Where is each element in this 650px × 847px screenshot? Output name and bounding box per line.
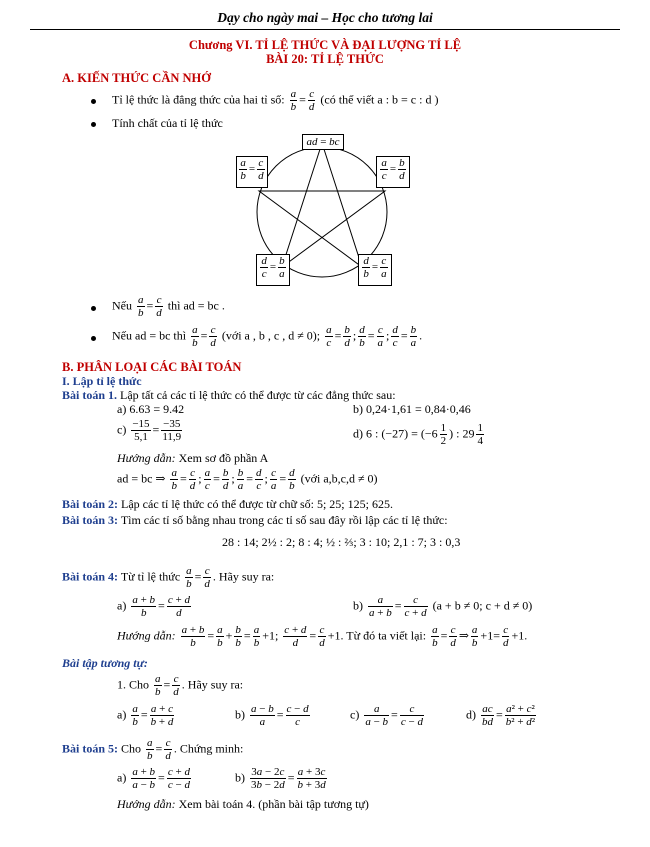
similar-1: 1. Cho $\frac{a}{b}$ = $\frac{c}{d}$ . Hãy suy ra: xyxy=(117,673,244,698)
converse-text: Nếu ad = bc thì xyxy=(112,328,187,343)
hint-1-formula: ad = bc ⇒ $\frac{a}{b}$ = $\frac{c}{d}$ ; $\frac{a}{c}$ = $\frac{b}{d}$ ; $\frac{b}{a}$ = $\frac{d}{c}$ ; $\frac{c}{a}$ = $\frac{d}{b}$ (với a,b,c,d ≠ 0) xyxy=(117,467,378,492)
hint-1-formula-post: (với a,b,c,d ≠ 0) xyxy=(300,471,378,486)
diagram-star xyxy=(259,143,385,267)
hint-label: Hướng dẫn: xyxy=(117,628,176,643)
problem-3 xyxy=(62,513,448,528)
problem-1 xyxy=(62,388,396,403)
problem-2-text: Lập các tỉ lệ thức có thể được từ chữ số: 5; 25; 125; 625. xyxy=(121,497,393,511)
problem-4: Bài toán 4: Từ tỉ lệ thức $\frac{a}{b}$ = $\frac{c}{d}$ . Hãy suy ra: xyxy=(62,565,275,590)
problem-1-text: Lập tất cả các tỉ lệ thức có thể được từ các đẳng thức sau: xyxy=(120,388,396,402)
similar-1-post: . Hãy suy ra: xyxy=(181,677,244,692)
hint-1 xyxy=(117,451,268,466)
page-header: Dạy cho ngày mai – Học cho tương lai xyxy=(217,10,433,25)
problem-2 xyxy=(62,497,393,512)
problem-4a: a) $\frac{a + b}{b}$ = $\frac{c + d}{d}$ xyxy=(117,594,190,619)
problem-5-pre: Cho xyxy=(121,741,142,756)
problem-1c-label: c) xyxy=(117,422,127,437)
problem-1b: b) 0,24·1,61 = 0,84·0,46 xyxy=(353,402,471,416)
hint-5-text: Xem bài toán 4. (phần bài tập tương tự) xyxy=(178,797,369,811)
hint-5 xyxy=(117,797,369,812)
problem-2-label: Bài toán 2: xyxy=(62,497,119,511)
definition-text: Tỉ lệ thức là đẳng thức của hai tỉ số: xyxy=(112,92,285,107)
bullet-icon xyxy=(91,306,96,311)
problem-4-label: Bài toán 4: xyxy=(62,569,119,584)
problem-4a-label: a) xyxy=(117,598,127,613)
problem-5-post: . Chứng minh: xyxy=(173,741,244,756)
definition-note: (có thể viết a : b = c : d ) xyxy=(320,92,439,107)
converse-condition: (với a , b , c , d ≠ 0); xyxy=(221,328,321,343)
hint-1-formula-pre: ad = bc ⇒ xyxy=(117,471,166,486)
hint-4-mid: . Từ đó ta viết lại: xyxy=(340,628,427,643)
problem-1c: c) $\frac{-15}{5,1}$ = $\frac{-35}{11,9}$ xyxy=(117,418,182,443)
similar-1-pre: 1. Cho xyxy=(117,677,150,692)
similar-1d: d) $\frac{ac}{bd}$ = $\frac{\text{a² + c²}}{\text{b² + d²}}$ xyxy=(466,703,536,728)
problem-4-pre: Từ tỉ lệ thức xyxy=(120,569,181,584)
similar-1c: c) $\frac{a}{a - b}$ = $\frac{c}{c - d}$ xyxy=(350,703,423,728)
similar-1b: b) $\frac{a - b}{a}$ = $\frac{c - d}{c}$ xyxy=(235,703,309,728)
diagram-box-right-bottom: $\frac{d}{b}$ = $\frac{c}{a}$ xyxy=(358,254,392,286)
problem-1d: d) 6 : (−27) = (−6 $\frac{1}{2}$ ) : 29 $\frac{1}{4}$ xyxy=(353,422,483,447)
diagram-box-left-bottom: $\frac{d}{c}$ = $\frac{b}{a}$ xyxy=(256,254,290,286)
problem-3-text: Tìm các tỉ số bằng nhau trong các tỉ số sau đây rồi lập các tỉ lệ thức: xyxy=(120,513,448,527)
subsection-heading: I. Lập tỉ lệ thức xyxy=(62,374,142,388)
problem-3-label: Bài toán 3: xyxy=(62,513,119,527)
then-text: thì ad = bc . xyxy=(167,298,225,313)
hint-label: Hướng dẫn: xyxy=(117,451,176,465)
similar-1a: a) $\frac{a}{b}$ = $\frac{a + c}{b + d}$ xyxy=(117,703,174,728)
hint-4: Hướng dẫn: $\frac{a + b}{b}$ = $\frac{a}{b}$ + $\frac{b}{b}$ = $\frac{a}{b}$ +1; $\frac{c + d}{d}$ = $\frac{c}{d}$ +1. Từ đó ta viết lại: $\frac{a}{b}$ = $\frac{c}{d}$ ⇒ $\frac{a}{b}$ +1= $\frac{c}{d}$ +1. xyxy=(117,624,528,649)
diagram-box-left-top: $\frac{a}{b}$ = $\frac{c}{d}$ xyxy=(236,156,268,188)
problem-5b: b) $\frac{3a - 2c}{3b - 2d}$ = $\frac{a + 3c}{b + 3d}$ xyxy=(235,766,326,791)
problem-3-ratios: 28 : 14; 2½ : 2; 8 : 4; ½ : ⅔; 3 : 10; 2,1 : 7; 3 : 0,3 xyxy=(222,535,461,549)
similar-exercises-heading: Bài tập tương tự: xyxy=(62,656,148,670)
property-line: Tính chất của tỉ lệ thức xyxy=(112,116,223,130)
problem-4b: b) $\frac{a}{a + b}$ = $\frac{c}{c + d}$ (a + b ≠ 0; c + d ≠ 0) xyxy=(353,594,533,619)
property-converse-line: Nếu ad = bc thì $\frac{a}{b}$ = $\frac{c}{d}$ (với a , b , c , d ≠ 0); $\frac{a}{c}$ = $\frac{b}{d}$ ; $\frac{d}{b}$ = $\frac{c}{a}$ ; $\frac{d}{c}$ = $\frac{b}{a}$ . xyxy=(112,324,423,349)
hint-label: Hướng dẫn: xyxy=(117,797,176,811)
section-a-heading: A. KIẾN THỨC CẦN NHỚ xyxy=(62,71,211,85)
definition-line: Tỉ lệ thức là đẳng thức của hai tỉ số: $\frac{a}{b}$ = $\frac{c}{d}$ (có thể viết a : b = c : d ) xyxy=(112,88,439,113)
hint-1-text: Xem sơ đồ phần A xyxy=(178,451,269,465)
problem-4-post: . Hãy suy ra: xyxy=(212,569,275,584)
problem-1-label: Bài toán 1. xyxy=(62,388,118,402)
if-text: Nếu xyxy=(112,298,132,313)
chapter-title: Chương VI. TỈ LỆ THỨC VÀ ĐẠI LƯỢNG TỈ LỆ xyxy=(188,38,462,52)
problem-1d-label: d) 6 : (−27) = (−6 xyxy=(353,426,438,441)
bullet-icon xyxy=(91,336,96,341)
problem-5a: a) $\frac{a + b}{a - b}$ = $\frac{c + d}{c - d}$ xyxy=(117,766,190,791)
problem-4b-label: b) xyxy=(353,598,363,613)
lesson-title: BÀI 20: TỈ LỆ THỨC xyxy=(266,52,384,66)
section-b-heading: B. PHÂN LOẠI CÁC BÀI TOÁN xyxy=(62,360,242,374)
problem-5-label: Bài toán 5: xyxy=(62,741,119,756)
diagram-box-top: ad = bc xyxy=(302,134,344,150)
problem-5: Bài toán 5: Cho $\frac{a}{b}$ = $\frac{c}{d}$ . Chứng minh: xyxy=(62,737,244,762)
property-if-line: Nếu $\frac{a}{b}$ = $\frac{c}{d}$ thì ad = bc . xyxy=(112,294,225,319)
problem-1a: a) 6.63 = 9.42 xyxy=(117,402,185,416)
problem-4b-condition: (a + b ≠ 0; c + d ≠ 0) xyxy=(432,598,533,613)
diagram-box-right-top: $\frac{a}{c}$ = $\frac{b}{d}$ xyxy=(376,156,410,188)
